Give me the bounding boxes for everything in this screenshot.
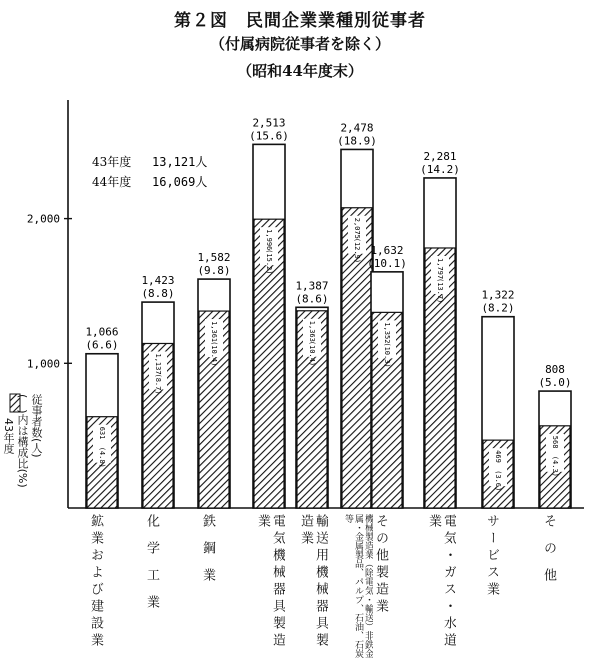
legend-outer-label: 従事者数(人): [30, 394, 43, 458]
category-label-2: 鉄鋼業: [200, 514, 215, 595]
value-label-44: 808: [545, 363, 565, 377]
value-label-44: 2,478: [340, 121, 374, 135]
share-label-43: (13.7): [436, 277, 444, 304]
value-label-44: 1,423: [141, 274, 175, 288]
y-tick-label: 1,000: [26, 357, 60, 371]
total-year-label: 44年度: [92, 175, 132, 189]
share-label-44: (9.8): [197, 264, 231, 278]
value-label-44: 1,066: [85, 325, 119, 339]
share-label-44: (5.0): [538, 376, 572, 390]
category-label-7: 電気・ガス・水道業: [426, 514, 456, 650]
legend-bracket-label: ( )内は構成比(%): [16, 394, 29, 488]
share-label-44: (8.8): [141, 287, 175, 301]
category-label-1: 化学工業: [144, 514, 159, 622]
share-label-44: (8.6): [295, 292, 329, 306]
category-label-6: その他製造業: [373, 514, 388, 616]
value-label-43: 1,361: [210, 321, 218, 343]
value-label-43: 1,352: [383, 322, 391, 344]
value-label-44: 2,513: [252, 116, 286, 130]
y-tick-label: 2,000: [26, 212, 60, 226]
value-label-43: 1,797: [436, 257, 444, 280]
share-label-43: (10.4): [308, 340, 316, 367]
chart-subtitle-date: （昭和44年度末）: [237, 62, 363, 80]
value-label-43: 469: [494, 450, 502, 463]
category-label-0: 鉱業および建設業: [88, 514, 103, 650]
total-value: 16,069人: [152, 175, 208, 189]
value-label-44: 1,582: [197, 251, 231, 265]
share-label-44: (10.1): [367, 256, 407, 270]
value-label-43: 2,075: [353, 217, 361, 239]
category-label-5: 機械製造業（除電気・輸送）非鉄金属・金属製品、パルプ、石油、石炭等: [343, 514, 373, 658]
value-label-43: 1,996: [265, 229, 273, 251]
total-value: 13,121人: [152, 155, 208, 169]
share-label-43: (4.8): [98, 446, 106, 468]
chart-subtitle-exclusion: （付属病院従事者を除く）: [209, 35, 390, 53]
value-label-44: 1,322: [481, 288, 515, 302]
category-label-8: サービス業: [484, 514, 499, 599]
value-label-44: 2,281: [423, 149, 457, 163]
share-label-44: (18.9): [337, 134, 377, 148]
share-label-44: (6.6): [85, 338, 119, 352]
category-label-4: 輸送用機械器具製造業: [298, 514, 328, 650]
value-label-43: 568: [551, 435, 559, 449]
share-label-43: (15.2): [265, 249, 273, 275]
value-label-43: 1,137: [154, 353, 162, 375]
share-label-43: (10.3): [383, 342, 391, 368]
share-label-43: (8.7): [154, 373, 162, 395]
chart-title: 第２図 民間企業業種別従事者: [174, 11, 426, 31]
share-label-44: (14.2): [420, 162, 460, 176]
value-label-43: 1,363: [308, 320, 316, 342]
value-label-44: 1,387: [295, 279, 329, 293]
category-label-3: 電気機械器具製造業: [255, 514, 285, 650]
value-label-43: 631: [98, 426, 106, 440]
legend-hatch-label: 43年度: [2, 418, 15, 454]
category-label-9: その他: [541, 514, 556, 595]
share-label-43: (12.9): [353, 237, 361, 264]
share-label-44: (8.2): [481, 301, 515, 315]
share-label-43: (4.3): [551, 455, 559, 477]
share-label-44: (15.6): [249, 129, 289, 143]
value-label-44: 1,632: [370, 243, 404, 257]
share-label-43: (3.6): [494, 470, 502, 492]
share-label-43: (10.4): [210, 341, 218, 367]
total-year-label: 43年度: [92, 155, 132, 169]
